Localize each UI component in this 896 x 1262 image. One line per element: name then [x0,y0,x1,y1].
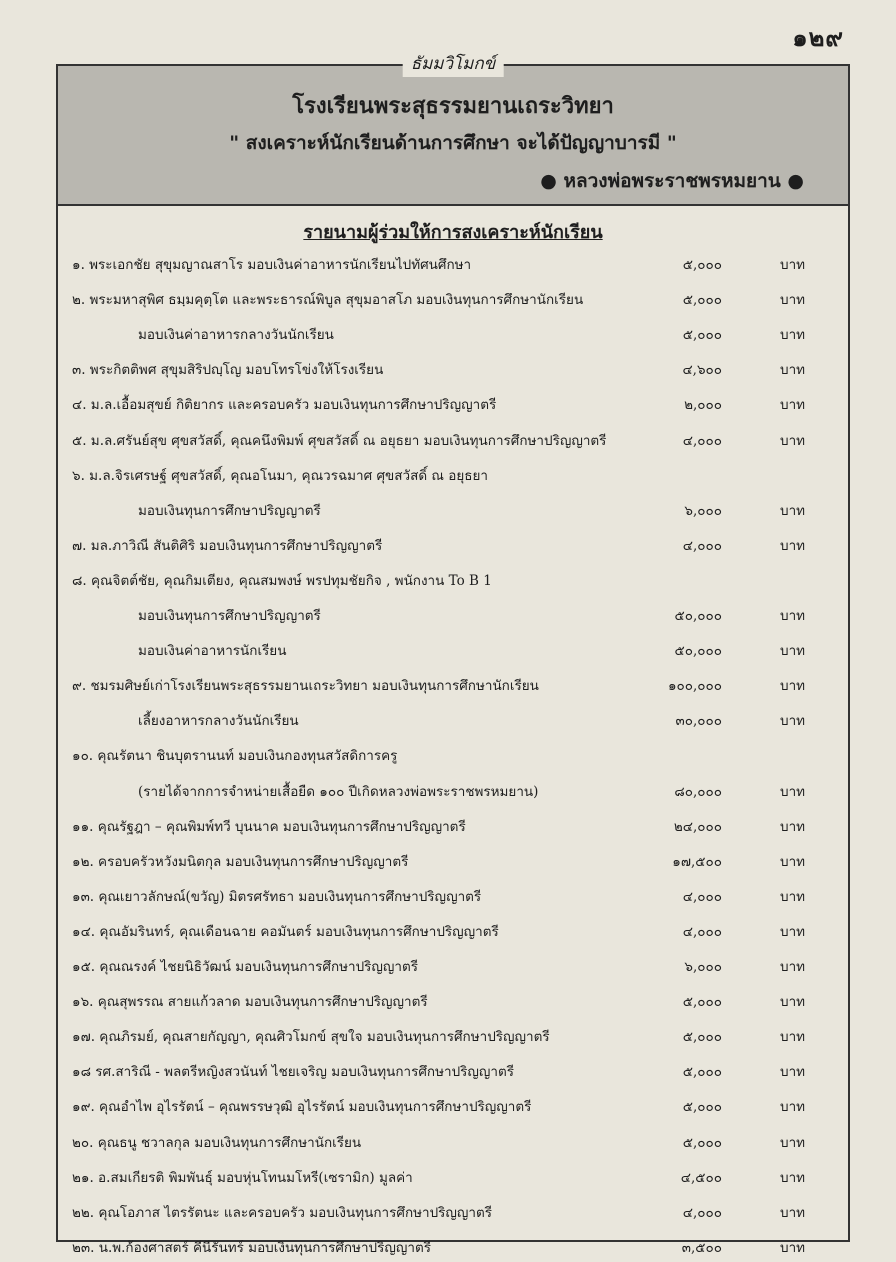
donor-entry [58,919,848,945]
donor-entry-amount: ๕๐,๐๐๐ [674,643,722,660]
donor-entry-text: ๑๕. คุณณรงค์ ไชยนิธิวัฒน์ มอบเงินทุนการศึกษาปริญญาตรี [72,959,419,975]
donor-entry-text: (รายได้จากการจำหน่ายเสื้อยืด ๑๐๐ ปีเกิดหลวงพ่อพระราชพรหมยาน) [138,783,539,800]
donor-entry-text: ๑๔. คุณอัมรินทร์, คุณเดือนฉาย คอมันตร์ มอบเงินทุนการศึกษาปริญญาตรี [72,923,499,940]
donor-entry-unit: บาท [780,432,806,449]
donor-list-frame [56,54,850,1256]
donor-entry-text: มอบเงินค่าอาหารกลางวันนักเรียน [138,327,334,344]
donor-entry [58,392,848,418]
donor-entry-unit: บาท [780,1169,806,1186]
donor-entry-unit: บาท [780,783,806,800]
donor-entry [58,708,848,734]
donor-entry-amount: ๕,๐๐๐ [682,1029,722,1046]
donor-entry-text: ๑๒. ครอบครัวหวังมนิตกุล มอบเงินทุนการศึกษาปริญญาตรี [72,853,409,870]
donor-entry-unit: บาท [780,853,806,870]
donor-entry-unit: บาท [780,292,806,309]
donor-entry [58,498,848,524]
donor-entry [58,357,848,383]
donor-entry-unit: บาท [780,888,806,905]
donor-entry-text: ๑๖. คุณสุพรรณ สายแก้วลาด มอบเงินทุนการศึกษาปริญญาตรี [72,994,428,1011]
monk-name: ● หลวงพ่อพระราชพรหมยาน ● [540,170,804,192]
donor-entry-unit: บาท [780,362,806,379]
donor-entry [58,463,848,489]
donor-entry [58,603,848,629]
donor-entry-text: ๕. ม.ล.ศรันย์สุข ศุขสวัสดิ์, คุณคนึงพิมพ์ ศุขสวัสดิ์ ณ อยุธยา มอบเงินทุนการศึกษาปริญญาตรี [72,432,607,449]
donor-entry-amount: ๕,๐๐๐ [682,994,722,1011]
donor-entry-text: ๒๒. คุณโอภาส ไตรรัตนะ และครอบครัว มอบเงินทุนการศึกษาปริญญาตรี [72,1204,493,1221]
donor-entry-text: ๒๑. อ.สมเกียรติ พิมพันธุ์ มอบหุ่นโทนมโหรี(เซรามิก) มูลค่า [72,1169,413,1186]
donor-entry-text: ๑. พระเอกชัย สุขุมญาณสาโร มอบเงินค่าอาหารนักเรียนไปทัศนศึกษา [72,257,472,273]
donor-entry [58,1235,848,1261]
donor-entry [58,1165,848,1191]
school-title: โรงเรียนพระสุธรรมยานเถระวิทยา [292,93,614,119]
donor-entry-amount: ๔,๕๐๐ [680,1169,722,1186]
donor-entry-unit: บาท [780,994,806,1011]
donor-entry-unit: บาท [780,327,806,344]
donor-entry [58,1024,848,1050]
donor-entry-unit: บาท [780,923,806,940]
donor-entry-text: ๘. คุณจิตต์ชัย, คุณกิมเตียง, คุณสมพงษ์ พรปทุมชัยกิจ , พนักงาน To B 1 [72,572,492,589]
donor-entry-unit: บาท [780,1029,806,1046]
donor-entry-amount: ๕,๐๐๐ [682,257,722,273]
donor-entry [58,287,848,313]
donor-entry-amount: ๒,๐๐๐ [684,397,722,414]
donor-entry-amount: ๑๗,๕๐๐ [672,853,722,870]
donor-entry-amount: ๕,๐๐๐ [682,327,722,344]
donor-entry-unit: บาท [780,1204,806,1221]
donor-entry [58,989,848,1015]
donor-entry-amount: ๕,๐๐๐ [682,1064,722,1081]
donor-entry-text: มอบเงินทุนการศึกษาปริญญาตรี [138,608,321,624]
donor-entry-amount: ๔,๐๐๐ [682,923,722,940]
donor-entry [58,1130,848,1156]
donor-entry-amount: ๔,๖๐๐ [682,362,722,379]
donor-entry-unit: บาท [780,959,806,975]
donor-entry-unit: บาท [780,1064,806,1081]
donor-entry-unit: บาท [780,608,806,624]
donor-entry-text: ๔. ม.ล.เอื้อมสุขย์ กิติยากร และครอบครัว มอบเงินทุนการศึกษาปริญญาตรี [72,397,497,414]
donor-entry-amount: ๔,๐๐๐ [682,537,722,554]
donor-entry-unit: บาท [780,1099,806,1116]
donor-entry-amount: ๘๐,๐๐๐ [674,783,722,800]
donor-entry [58,1094,848,1120]
donor-entry-text: ๒. พระมหาสุพิศ ธมฺมคุตฺโต และพระธารณ์พิบูล สุขุมอาสโภ มอบเงินทุนการศึกษานักเรียน [72,292,584,309]
donor-entry [58,1200,848,1226]
donor-entry-amount: ๔,๐๐๐ [682,432,722,449]
donor-entry-text: มอบเงินทุนการศึกษาปริญญาตรี [138,502,321,519]
donor-entry-amount: ๖,๐๐๐ [684,959,722,975]
donor-entry-amount: ๒๔,๐๐๐ [673,818,722,835]
donor-entry-amount: ๖,๐๐๐ [684,502,722,519]
donor-entry-text: ๙. ชมรมศิษย์เก่าโรงเรียนพระสุธรรมยานเถระวิทยา มอบเงินทุนการศึกษานักเรียน [72,678,539,695]
donor-entry-unit: บาท [780,818,806,835]
donor-entry-amount: ๑๐๐,๐๐๐ [667,678,722,695]
donor-entry-unit: บาท [780,537,806,554]
page-number: ๑๒๙ [792,23,844,52]
donor-entry [58,884,848,910]
donor-entry-unit: บาท [780,678,806,695]
donor-entry-amount: ๔,๐๐๐ [682,888,722,905]
donor-entry-text: เลี้ยงอาหารกลางวันนักเรียน [138,713,299,730]
donor-entry-text: ๒๓. น.พ.ก้องศาสตร์ คีนีรันทร์ มอบเงินทุนการศึกษาปริญญาตรี [72,1239,431,1256]
donor-entry-text: ๑๑. คุณรัฐฎา – คุณพิมพ์ทวี บุนนาค มอบเงินทุนการศึกษาปริญญาตรี [72,818,466,835]
list-heading: รายนามผู้ร่วมให้การสงเคราะห์นักเรียน [303,222,603,243]
donor-entry-text: ๓. พระกิตติพศ สุขุมสิริปญฺโญ มอบโทรโข่งให้โรงเรียน [72,362,384,379]
donor-entry-text: ๑๓. คุณเยาวลักษณ์(ขวัญ) มิตรศรัทธา มอบเงินทุนการศึกษาปริญญาตรี [72,888,482,905]
donor-entry-unit: บาท [780,257,806,273]
donor-entry-text: ๖. ม.ล.จิรเศรษฐ์ ศุขสวัสดิ์, คุณอโนมา, คุณวรฉมาศ ศุขสวัสดิ์ ณ อยุธยา [72,467,488,484]
donor-entry [58,849,848,875]
donor-entry [58,568,848,594]
donor-entry-amount: ๓,๕๐๐ [681,1239,722,1256]
donor-entry [58,743,848,769]
donor-entry-amount: ๕,๐๐๐ [682,1134,722,1151]
donor-entry [58,638,848,664]
donor-entry [58,322,848,348]
donor-entry-unit: บาท [780,713,806,730]
donor-entry [58,779,848,805]
donor-entry-text: มอบเงินค่าอาหารนักเรียน [138,643,287,660]
donor-entry [58,428,848,454]
donor-entry-unit: บาท [780,1239,806,1256]
donor-entry-text: ๒๐. คุณธนู ชวาลกุล มอบเงินทุนการศึกษานักเรียน [72,1134,362,1151]
donor-entry-amount: ๓๐,๐๐๐ [675,713,722,730]
donor-entry-amount: ๕,๐๐๐ [682,1099,722,1116]
donor-entry [58,954,848,980]
donor-entry-amount: ๕,๐๐๐ [682,292,722,309]
donor-entry-unit: บาท [780,643,806,660]
donor-entry-amount: ๕๐,๐๐๐ [674,608,722,624]
donor-entry-text: ๑๐. คุณรัตนา ชินบุตรานนท์ มอบเงินกองทุนสวัสดิการครู [72,748,398,765]
donor-entry-text: ๑๙. คุณอำไพ อุไรรัตน์ – คุณพรรษวุฒิ อุไรรัตน์ มอบเงินทุนการศึกษาปริญญาตรี [72,1099,532,1116]
donor-entry-unit: บาท [780,1134,806,1151]
donor-entry [58,1059,848,1085]
series-name: ธัมมวิโมกข์ [403,50,504,77]
donor-entry-unit: บาท [780,502,806,519]
donor-entry-amount: ๔,๐๐๐ [682,1204,722,1221]
donor-entries [58,66,848,1256]
school-motto: " สงเคราะห์นักเรียนด้านการศึกษา จะได้ปัญญาบารมี " [229,132,677,154]
donor-entry-text: ๗. มล.ภาวิณี สันติศิริ มอบเงินทุนการศึกษาปริญญาตรี [72,537,383,554]
donor-entry [58,533,848,559]
donor-entry [58,814,848,840]
donor-entry-text: ๑๘ รศ.สาริณี - พลตรีหญิงสวนันท์ ไชยเจริญ มอบเงินทุนการศึกษาปริญญาตรี [72,1064,514,1081]
donor-entry-text: ๑๗. คุณภิรมย์, คุณสายกัญญา, คุณศิวโมกข์ สุขใจ มอบเงินทุนการศึกษาปริญญาตรี [72,1029,550,1046]
donor-entry-unit: บาท [780,397,806,414]
donor-entry [58,252,848,278]
donor-entry [58,673,848,699]
